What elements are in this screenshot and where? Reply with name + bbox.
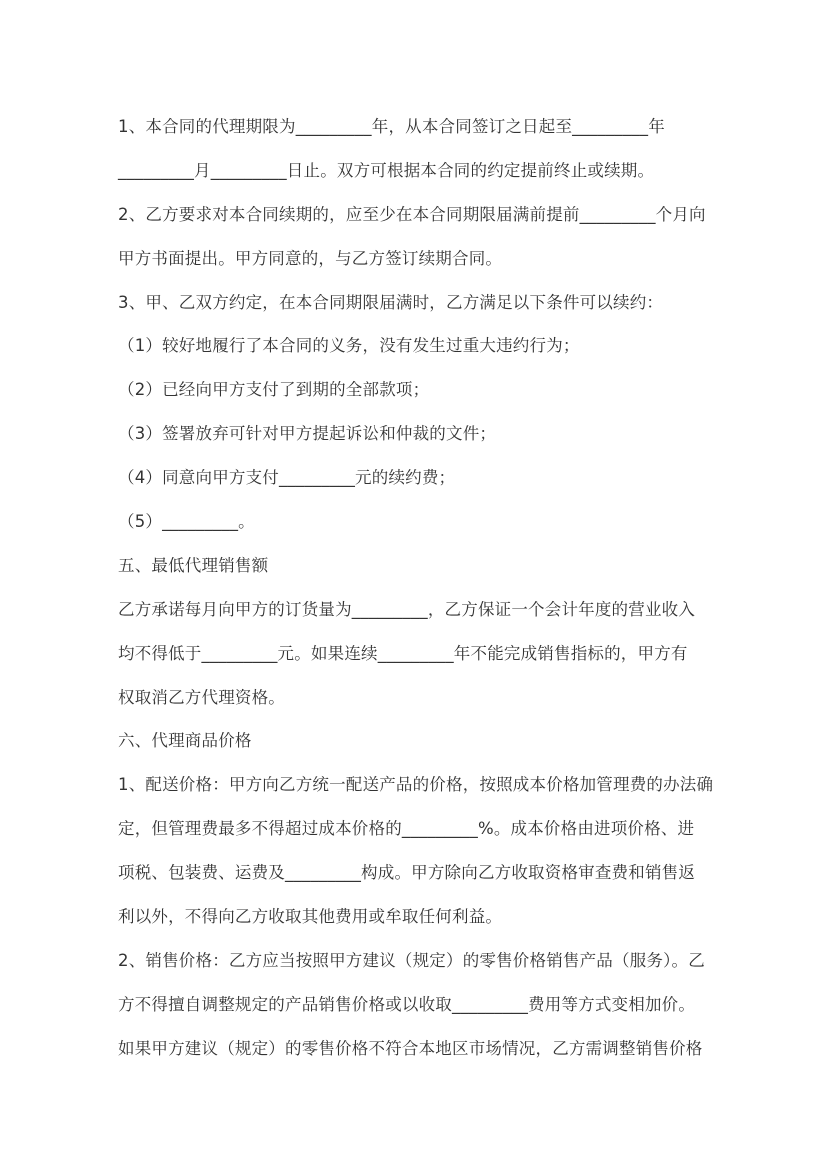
text-line: _________月_________日止。双方可根据本合同的约定提前终止或续期。 <box>118 160 655 180</box>
text-line: 五、最低代理销售额 <box>118 555 269 575</box>
text-line: （2）已经向甲方支付了到期的全部款项； <box>118 380 430 400</box>
text-line: 利以外，不得向乙方收取其他费用或牟取任何利益。 <box>118 907 503 927</box>
text-line: （4）同意向甲方支付_________元的续约费； <box>118 468 456 488</box>
text-line: 1、本合同的代理期限为_________年，从本合同签订之日起至_________年 <box>118 117 665 136</box>
text-line: （3）签署放弃可针对甲方提起诉讼和仲裁的文件； <box>118 424 497 444</box>
text-line: 甲方书面提出。甲方同意的，与乙方签订续期合同。 <box>118 248 503 268</box>
text-line: 权取消乙方代理资格。 <box>118 687 285 707</box>
text-line: （1）较好地履行了本合同的义务，没有发生过重大违约行为； <box>118 336 580 356</box>
text-line: 方不得擅自调整规定的产品销售价格或以收取_________费用等方式变相加价。 <box>118 994 696 1014</box>
text-line: 定，但管理费最多不得超过成本价格的_________%。成本价格由进项价格、进 <box>118 819 695 839</box>
text-line: 均不得低于_________元。如果连续_________年不能完成销售指标的，甲方有 <box>118 643 688 663</box>
text-line: 2、乙方要求对本合同续期的，应至少在本合同期限届满前提前_________个月向 <box>118 204 706 224</box>
text-line: 3、甲、乙双方约定，在本合同期限届满时，乙方满足以下条件可以续约： <box>118 292 664 312</box>
text-line: 项税、包装费、运费及_________构成。甲方除向乙方收取资格审查费和销售返 <box>118 863 696 883</box>
document-body <box>118 105 718 1071</box>
text-line: （5）_________。 <box>118 512 255 532</box>
text-line: 六、代理商品价格 <box>118 731 252 751</box>
text-line: 2、销售价格：乙方应当按照甲方建议（规定）的零售价格销售产品（服务）。乙 <box>118 950 705 970</box>
text-line: 乙方承诺每月向甲方的订货量为_________，乙方保证一个会计年度的营业收入 <box>118 599 696 619</box>
text-line: 1、配送价格：甲方向乙方统一配送产品的价格，按照成本价格加管理费的办法确 <box>118 775 714 795</box>
text-line: 如果甲方建议（规定）的零售价格不符合本地区市场情况，乙方需调整销售价格 <box>118 1038 703 1058</box>
